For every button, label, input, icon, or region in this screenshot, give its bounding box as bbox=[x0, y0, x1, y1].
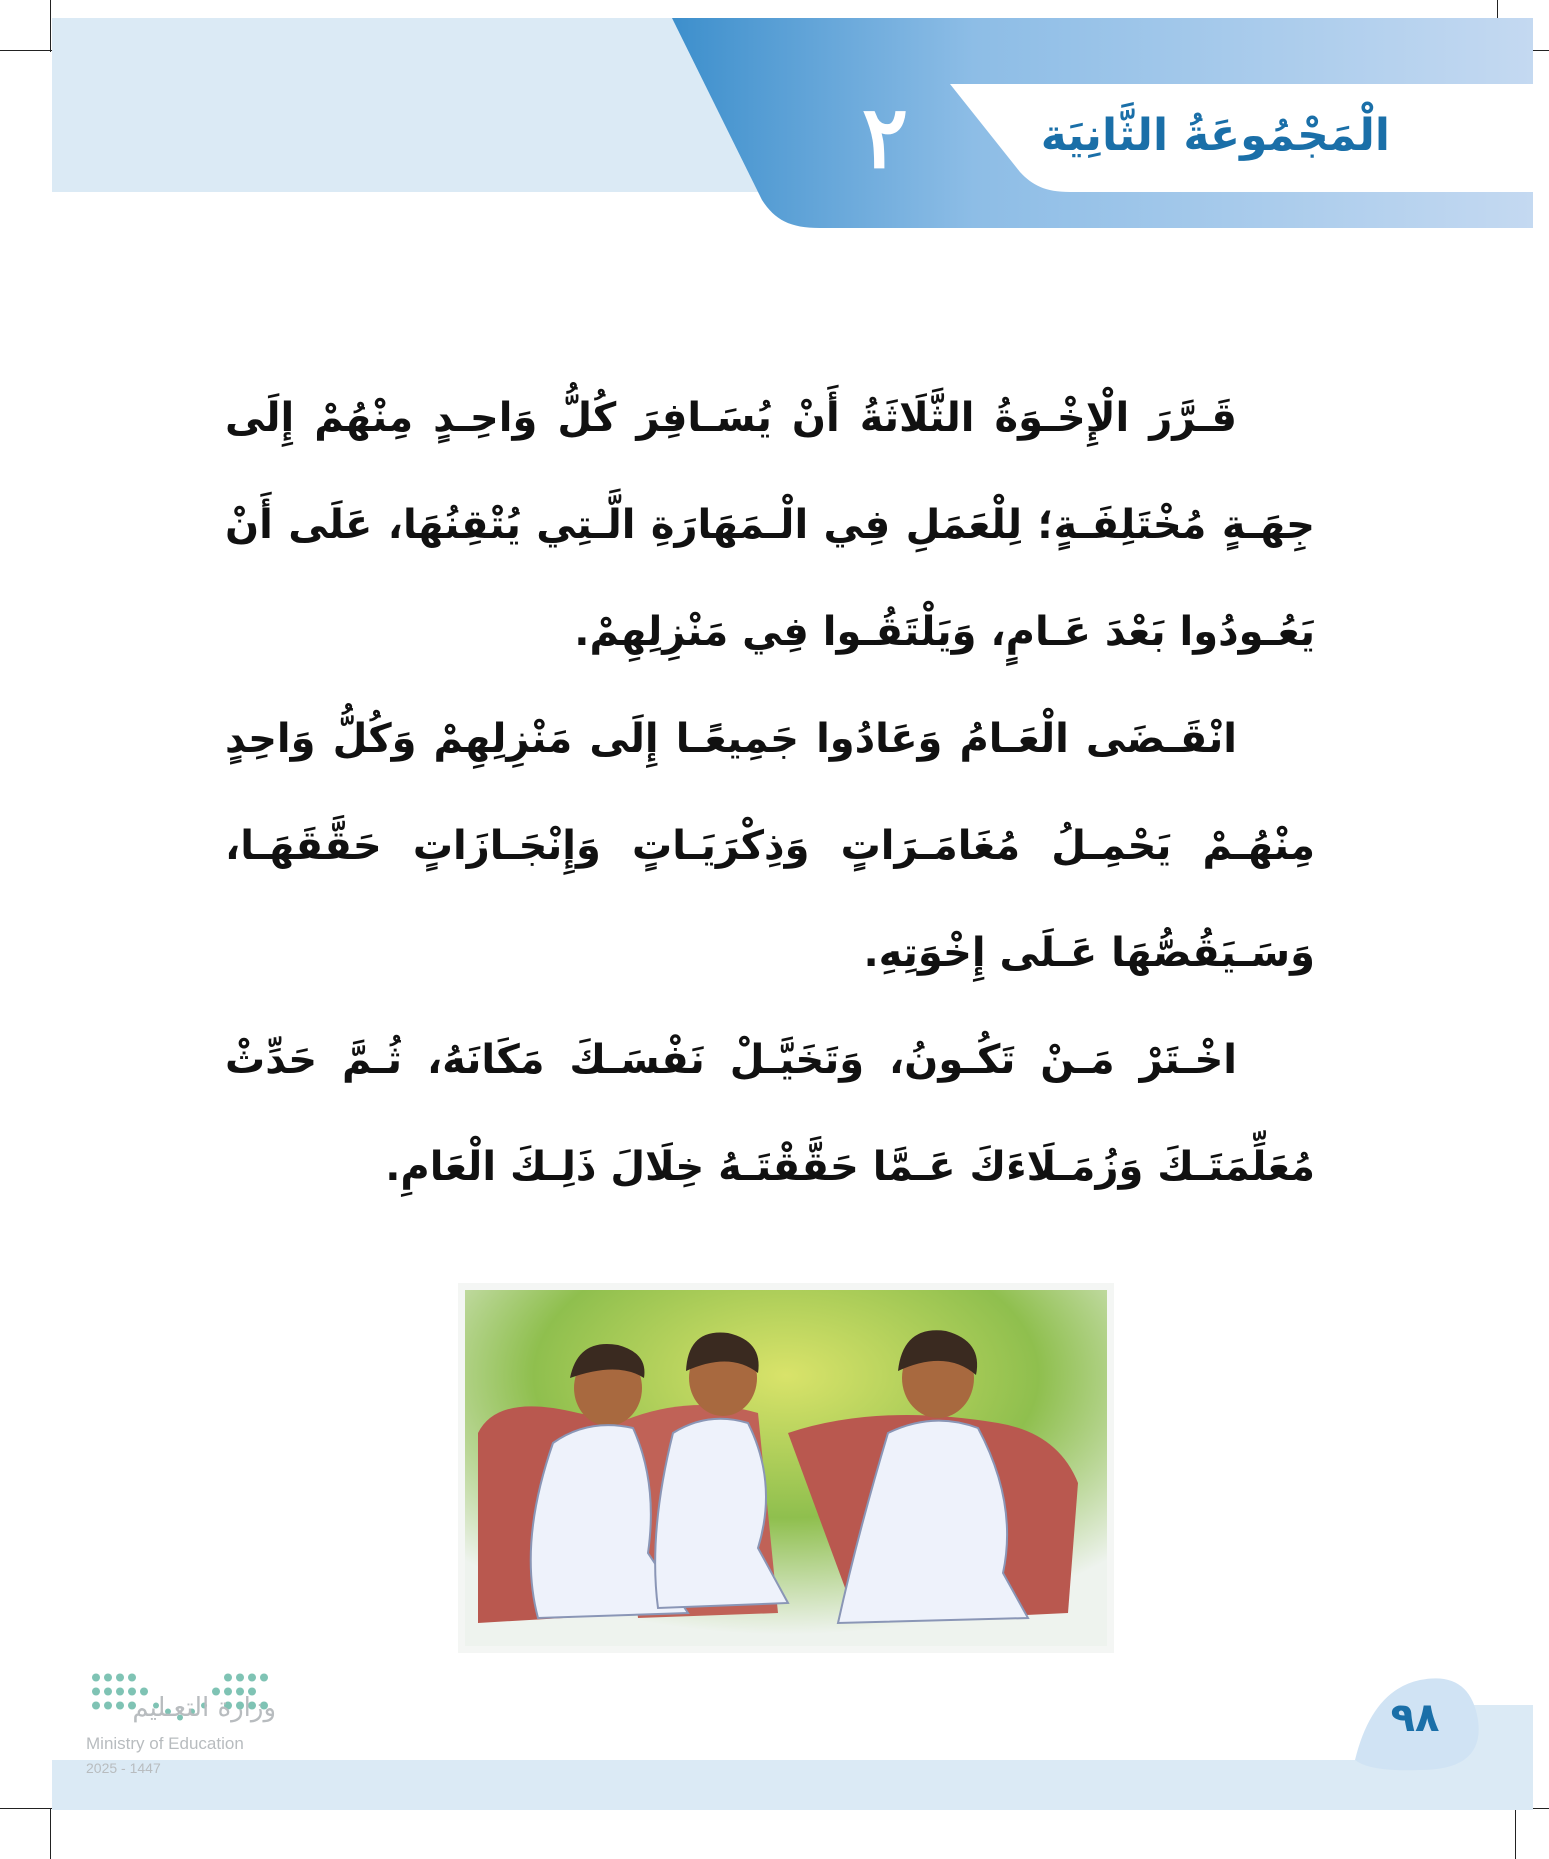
story-paragraph-2: انْقَـضَى الْعَـامُ وَعَادُوا جَمِيعًـا إِلَى مَنْزِلِهِمْ وَكُلُّ وَاحِدٍ مِنْهُـمْ يَحْمِـلُ مُغَامَـرَاتٍ وَذِكْرَيَـاتٍ وَإِنْجَـازَاتٍ حَقَّقَهَـا، وَسَـيَقُصُّهَا عَـلَى إِخْوَتِهِ. bbox=[225, 716, 1315, 976]
story-paragraph-3: اخْـتَرْ مَـنْ تَكُـونُ، وَتَخَيَّـلْ نَفْسَـكَ مَكَانَهُ، ثُـمَّ حَدِّثْ مُعَلِّمَتَـكَ وَزُمَـلَاءَكَ عَـمَّا حَقَّقْتَـهُ خِلَالَ ذَلِـكَ الْعَامِ. bbox=[225, 1037, 1315, 1190]
story-text bbox=[225, 365, 1315, 1221]
group-number: ٢ bbox=[861, 87, 909, 188]
story-paragraph-1: قَـرَّرَ الْإِخْـوَةُ الثَّلَاثَةُ أَنْ يُسَـافِرَ كُلُّ وَاحِـدٍ مِنْهُمْ إِلَى جِهَـةٍ مُخْتَلِفَـةٍ؛ لِلْعَمَلِ فِي الْـمَهَارَةِ الَّـتِي يُتْقِنُهَا، عَلَى أَنْ يَعُـودُوا بَعْدَ عَـامٍ، وَيَلْتَقُـوا فِي مَنْزِلِهِمْ. bbox=[225, 395, 1315, 655]
ministry-name-english: Ministry of Education bbox=[86, 1734, 244, 1753]
edition-year: 2025 - 1447 bbox=[86, 1760, 161, 1776]
three-brothers-illustration bbox=[458, 1283, 1114, 1653]
group-title: الْمَجْمُوعَةُ الثَّانِيَة bbox=[1040, 110, 1390, 161]
page-number: ٩٨ bbox=[1390, 1695, 1440, 1741]
ministry-name-arabic: وزارة التعـليم bbox=[132, 1693, 276, 1723]
